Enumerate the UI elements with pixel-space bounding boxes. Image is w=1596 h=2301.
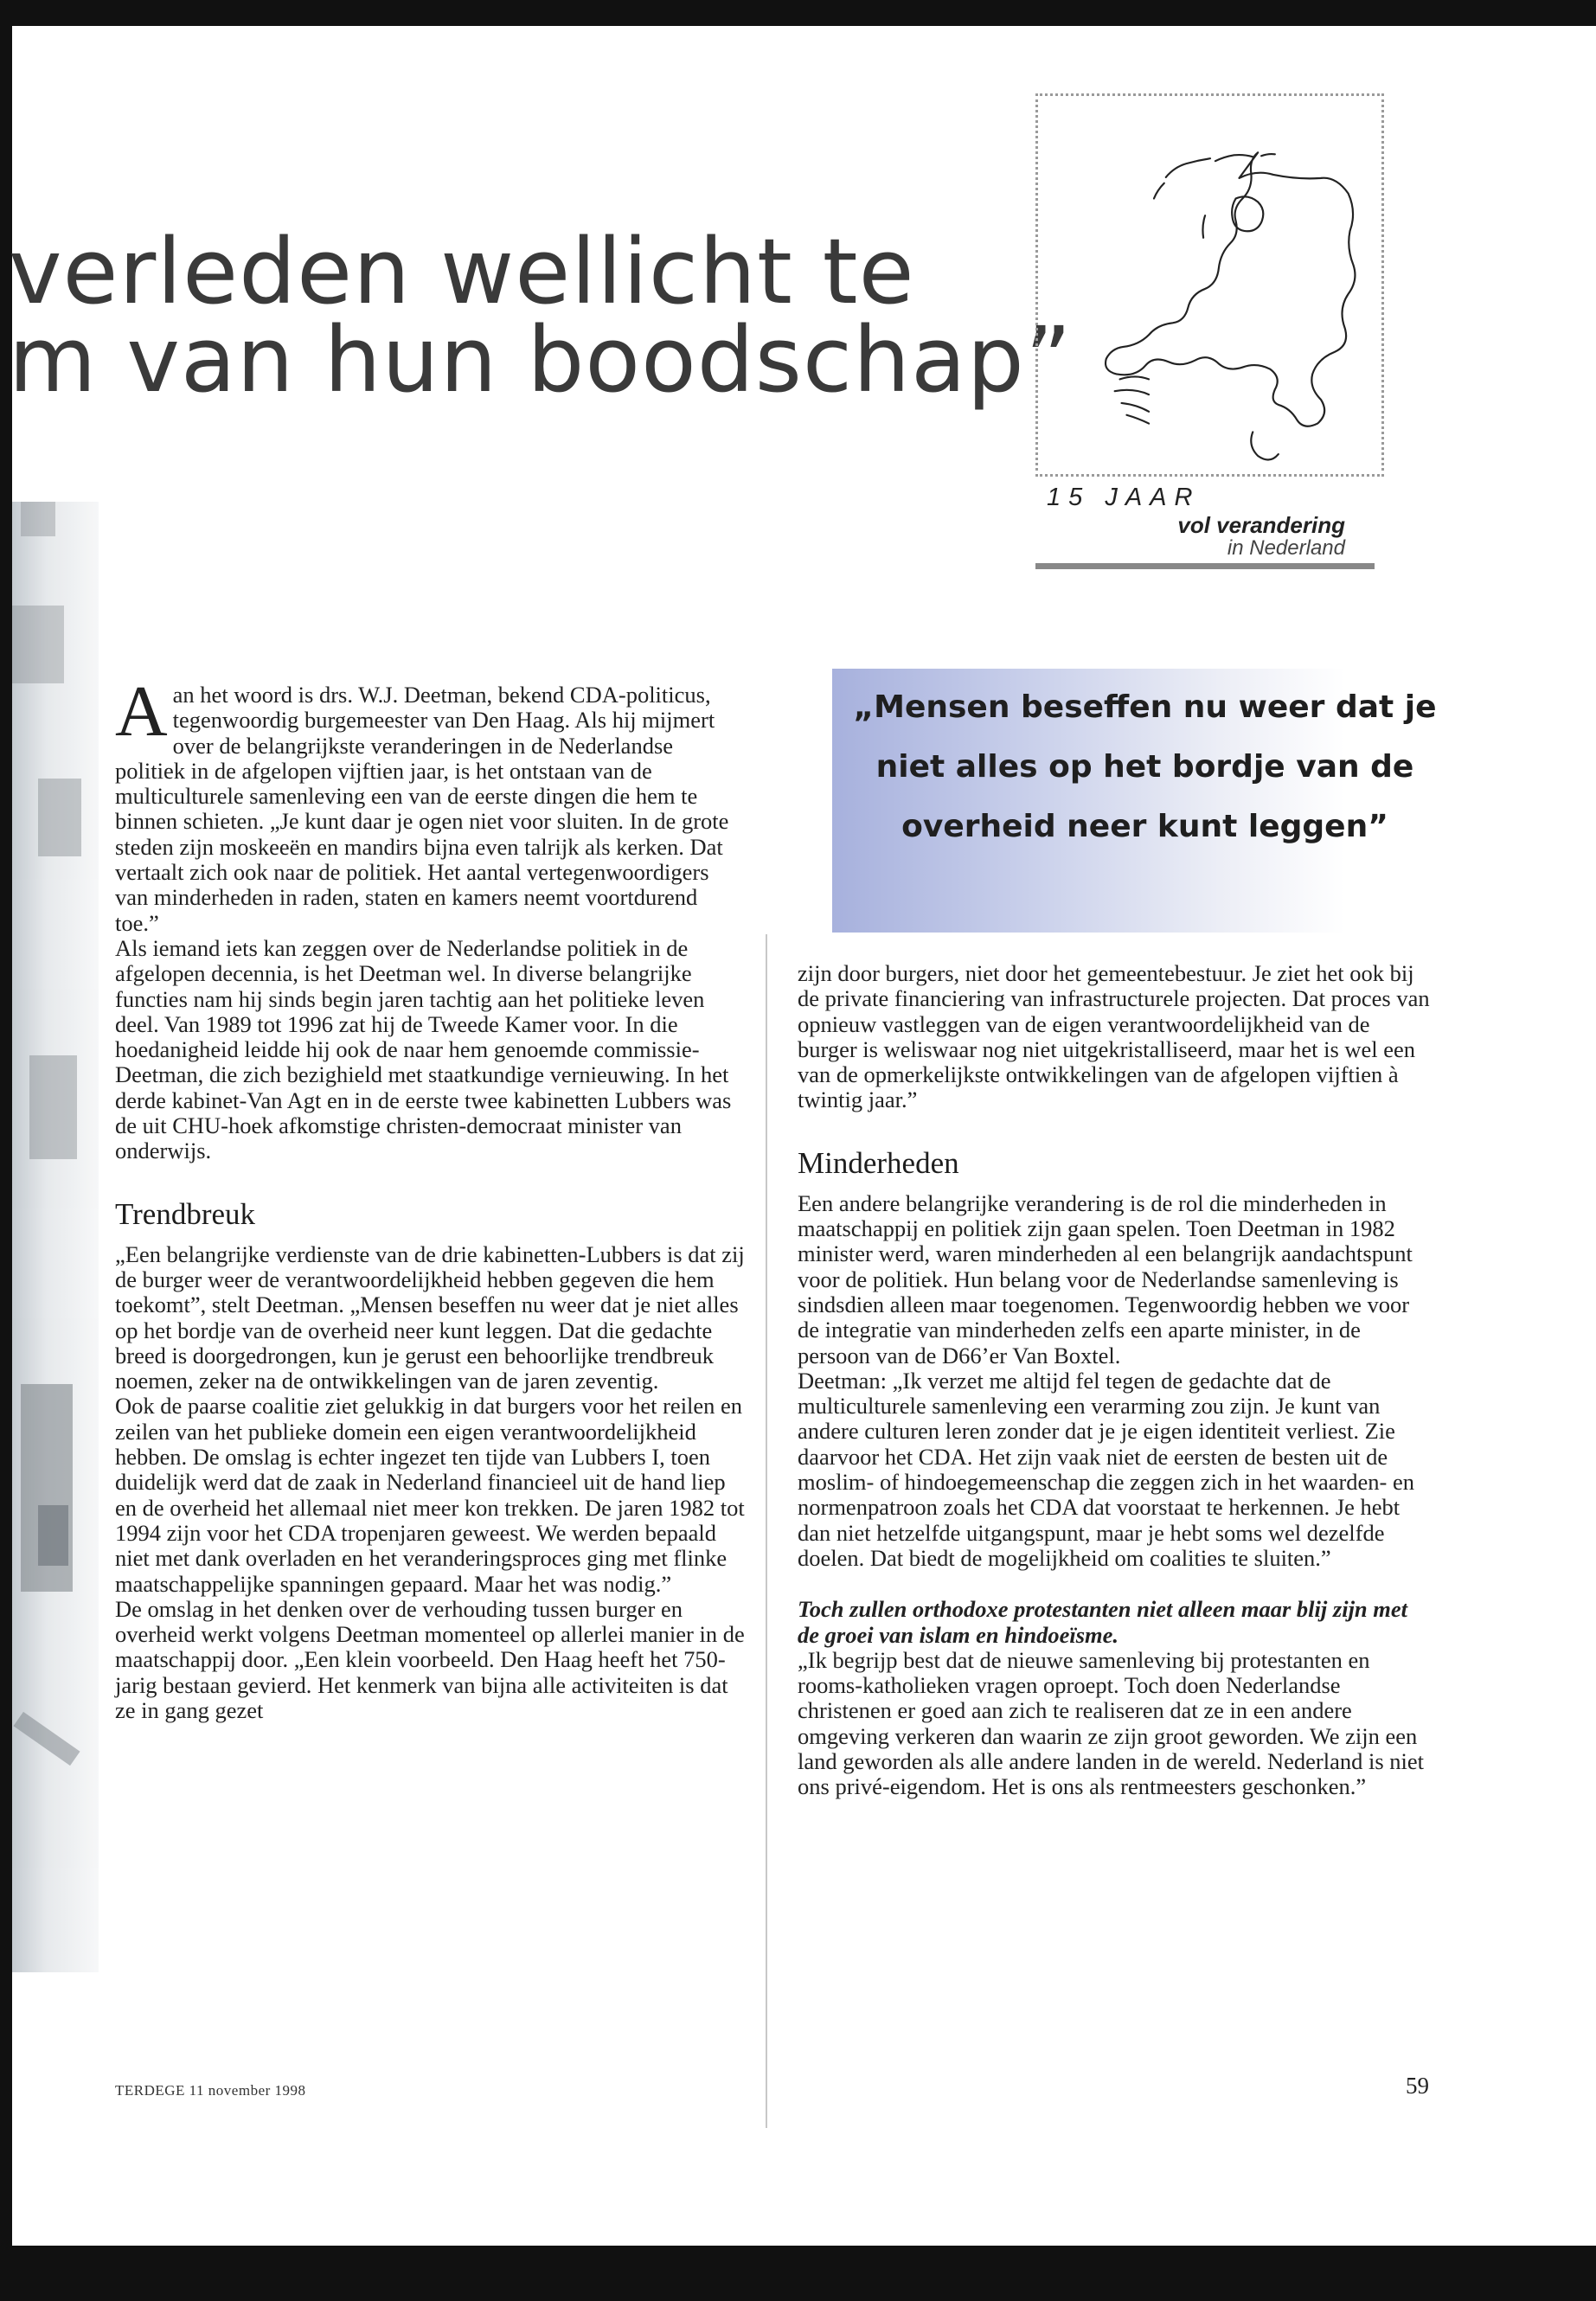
- intro-paragraph-2: Als iemand iets kan zeggen over de Nederlandse politiek in de afgelopen decennia, is het Deetman wel. In diverse belangrijke functies nam hij sinds begin jaren tachtig aan het politieke leven deel. Van 1989 tot 1996 zat hij de Tweede Kamer voor. In die hoedanigheid leidde hij ook de naar hem genoemde commissie-Deetman, die zich bezighield met staatkundige vernieuwing. In het derde kabinet-Van Agt en in de eerste twee kabinetten Lubbers was de uit CHU-hoek afkomstige christen-democraat minister van onderwijs.: [115, 934, 732, 1164]
- pull-quote-box: [832, 669, 1458, 933]
- series-title: 15 JAAR: [1047, 484, 1201, 511]
- netherlands-map-icon: [1038, 96, 1381, 474]
- series-rule: [1035, 563, 1375, 569]
- minder-paragraph-1: Een andere belangrijke verandering is de rol die minderheden in maatschappij en politiek zijn gaan spelen. Toen Deetman in 1982 minister werd, waren minderheden al een belangrijk aandachtspunt voor de politiek. Hun belang voor de Nederlandse samenleving is sindsdien alleen maar toegenomen. Tegenwoordig hebben we voor de integratie van minderheden zelfs een aparte minister, in de persoon van de D66’er Van Boxtel.: [798, 1189, 1413, 1368]
- column-divider: [766, 934, 767, 2128]
- left-column: [115, 671, 747, 1723]
- opening-paragraph: zijn door burgers, niet door het gemeentebestuur. Je ziet het ook bij de private financiering van infrastructurele projecten. Dat proces van opnieuw vastleggen van de eigen verantwoordelijkheid van de burger is weliswaar nog niet uitgekristalliseerd, maar het is wel een van de opmerkelijkste ontwikkelingen van de afgelopen vijftien à twintig jaar.”: [798, 960, 1430, 1113]
- subhead-minderheden: Minderheden: [798, 1145, 959, 1180]
- trend-paragraph-3: De omslag in het denken over de verhouding tussen burger en overheid werkt volgens Deetman momenteel op allerlei manier in de maatschappij door. „Een klein voorbeeld. Den Haag heeft het 750-jarig bestaan gevierd. Het kenmerk van bijna alle activiteiten is dat ze in gang gezet: [115, 1595, 745, 1723]
- scan-border-bottom: [0, 2246, 1596, 2301]
- closing-paragraph: „Ik begrijp best dat de nieuwe samenleving bij protestanten en rooms-katholieken vragen oproept. Toch doen Nederlandse christenen er goed aan zich te realiseren dat ze in een andere omgeving verkeren dan waarin ze zijn groot geworden. We zijn een land geworden als alle andere landen in de wereld. Nederland is niet ons privé-eigendom. Het is ons als rentmeesters geschonken.”: [798, 1646, 1425, 1800]
- trend-paragraph-1: „Een belangrijke verdienste van de drie kabinetten-Lubbers is dat zij de burger weer de verantwoordelijkheid hebben gegeven die hem toekomt”, stelt Deetman. „Mensen beseffen nu weer dat je niet alles op het bordje van de overheid neer kunt leggen. Dat die gedachte breed is doorgedrongen, kun je gerust een behoorlijke trendbreuk noemen, zeker na de ontwikkelingen van de jaren zeventig.: [115, 1240, 745, 1394]
- page-number: 59: [1406, 2073, 1429, 2099]
- scan-border-top: [0, 0, 1596, 26]
- minder-paragraph-2: Deetman: „Ik verzet me altijd fel tegen de gedachte dat de multiculturele samenleving een verarming zou zijn. Je kunt van andere culturen leren zonder dat je je eigen identiteit verliest. Zie daarvoor het CDA. Het zijn vaak niet de eersten de besten uit de moslim- of hindoegemeenschap die zeggen zich in het waarden- en normenpatroon zoals het CDA dat voorstaat te herkennen. Je hebt dan niet hetzelfde uitgangspunt, maar je hebt soms wel dezelfde doelen. Dat biedt de mogelijkheid om coalities te sluiten.”: [798, 1367, 1415, 1571]
- headline-line-2: m van hun boodschap”: [9, 307, 1073, 413]
- pull-quote-text: „Mensen beseffen nu weer dat je niet alles op het bordje van de overheid neer kunt leggen”: [853, 689, 1437, 844]
- dropcap: A: [115, 671, 168, 752]
- intro-paragraph-1: an het woord is drs. W.J. Deetman, bekend CDA-politicus, tegenwoordig burgemeester van Den Haag. Als hij mijmert over de belangrijkste veranderingen in de Nederlandse politiek in de afgelopen vijftien jaar, is het ontstaan van de multiculturele samenleving een van de eerste dingen die hem te binnen schieten. „Je kunt daar je ogen niet voor sluiten. In de grote steden zijn moskeeën en mandirs bijna even talrijk als kerken. Dat vertaalt zich ook naar de politiek. Het aantal vertegenwoordigers van minderheden in raden, staten en kamers neemt voortdurend toe.”: [115, 682, 729, 936]
- netherlands-map-box: [1035, 93, 1384, 477]
- trend-paragraph-2: Ook de paarse coalitie ziet gelukkig in dat burgers voor het reilen en zeilen van het publieke domein een eigen verantwoordelijkheid hebben. De omslag is echter ingezet ten tijde van Lubbers I, toen duidelijk werd dat de zaak in Nederland financieel uit de hand liep en de overheid het allemaal niet meer kon trekken. De jaren 1982 tot 1994 zijn voor het CDA tropenjaren geweest. We werden bepaald niet met dank overladen en het veranderingsproces ging met flinke maatschappelijke spanningen gepaard. Maar het was nodig.”: [115, 1393, 745, 1597]
- right-column: [798, 961, 1432, 1800]
- building-photo-strip: [12, 502, 99, 1972]
- series-subtitle-2: in Nederland: [1227, 536, 1345, 560]
- headline-line-1: verleden wellicht te: [9, 219, 915, 324]
- subhead-trendbreuk: Trendbreuk: [115, 1196, 256, 1231]
- interview-question: Toch zullen orthodoxe protestanten niet alleen maar blij zijn met de groei van islam en hindoeïsme.: [798, 1596, 1408, 1648]
- footer-publication: TERDEGE 11 november 1998: [115, 2082, 306, 2099]
- series-subtitle-1: vol verandering: [1177, 512, 1345, 538]
